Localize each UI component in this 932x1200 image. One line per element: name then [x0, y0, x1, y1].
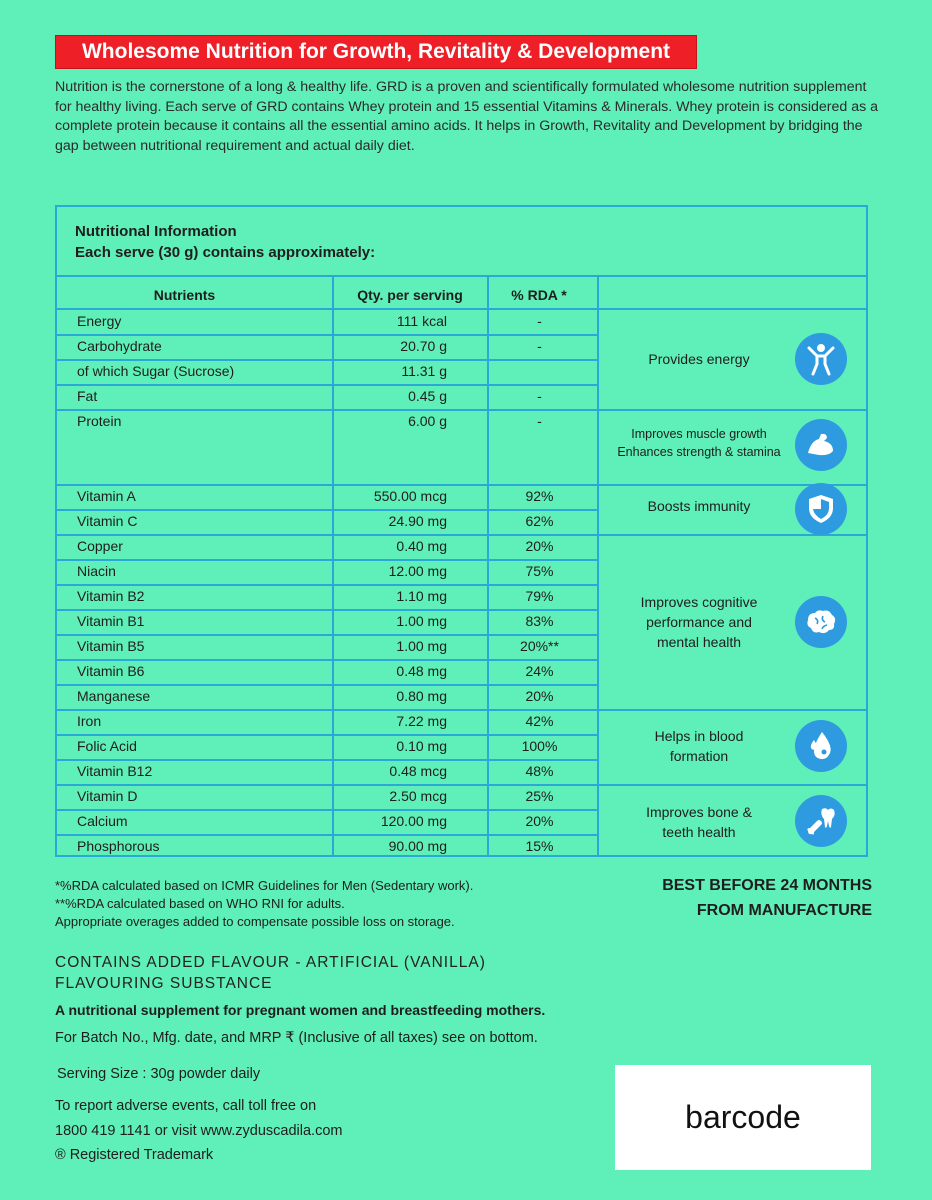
bone-tooth-icon [795, 795, 847, 847]
serving-size: Serving Size : 30g powder daily [57, 1066, 261, 1082]
nutrient-name: Vitamin C [77, 513, 138, 529]
intro-paragraph: Nutrition is the cornerstone of a long & healthy life. GRD is a proven and scientifically formulated wholesome nutrition supplement for healthy living. Each serve of GRD contains Whey protein and 15 essential Vitamins & Minerals. Whey protein is considered as a complete protein because it contains all the essential amino acids. It helps in Growth, Revitality and Development by bridging the gap between nutritional requirement and actual daily diet. [55, 79, 879, 154]
nutrient-rda: 42% [525, 713, 554, 729]
nutrient-qty: 20.70 g [400, 338, 447, 354]
benefit-cognitive [599, 592, 799, 652]
table-row [57, 409, 597, 434]
nutrient-rda: 75% [525, 563, 554, 579]
nutrient-name: Niacin [77, 563, 116, 579]
nutrient-rda: 79% [525, 588, 554, 604]
table-row [57, 784, 597, 809]
header-banner: Wholesome Nutrition for Growth, Revitality & Development [55, 35, 697, 69]
nutrient-name: Vitamin A [77, 488, 136, 504]
brain-icon [795, 596, 847, 648]
nutrient-rda: - [537, 338, 542, 354]
supplement-note: A nutritional supplement for pregnant women and breastfeeding mothers. [55, 1002, 546, 1018]
rule [57, 275, 866, 277]
nutrient-rda: 100% [521, 738, 558, 754]
table-row [57, 709, 597, 734]
nutrient-name: of which Sugar (Sucrose) [77, 363, 235, 379]
nutrient-qty: 120.00 mg [380, 813, 447, 829]
nutrient-name: Vitamin D [77, 788, 138, 804]
nutrient-qty: 2.50 mcg [389, 788, 447, 804]
table-title: Nutritional Information [75, 223, 237, 240]
table-row [57, 734, 597, 759]
flavour-statement [55, 952, 486, 994]
nutrient-qty: 1.10 mg [396, 588, 447, 604]
nutrient-rda: 48% [525, 763, 554, 779]
table-row [57, 634, 597, 659]
nutrient-name: Fat [77, 388, 98, 404]
table-row [57, 534, 597, 559]
footnote-line: Appropriate overages added to compensate possible loss on storage. [55, 914, 455, 929]
table-row [57, 659, 597, 684]
nutrient-name: Vitamin B12 [77, 763, 153, 779]
table-row [57, 384, 597, 409]
nutrient-name: Manganese [77, 688, 151, 704]
nutrient-rda: 20% [525, 538, 554, 554]
table-heading [75, 221, 375, 263]
nutrient-qty: 0.40 mg [396, 538, 447, 554]
nutrient-name: Protein [77, 413, 122, 429]
nutrient-name: Energy [77, 313, 122, 329]
table-row [57, 359, 597, 384]
nutrient-rda: 20% [525, 688, 554, 704]
nutrient-qty: 0.48 mg [396, 663, 447, 679]
nutrient-qty: 7.22 mg [396, 713, 447, 729]
report-line: To report adverse events, call toll free on [55, 1098, 317, 1114]
nutrient-rda: 24% [525, 663, 554, 679]
table-row [57, 609, 597, 634]
benefit-bone-line: teeth health [662, 824, 736, 840]
footnote-line: *%RDA calculated based on ICMR Guidelines for Men (Sedentary work). [55, 878, 474, 893]
benefit-blood [599, 726, 799, 766]
nutrient-qty: 0.10 mg [396, 738, 447, 754]
table-row [57, 759, 597, 784]
nutrient-qty: 0.80 mg [396, 688, 447, 704]
table-row [57, 584, 597, 609]
nutrient-rda: 92% [525, 488, 554, 504]
table-row [57, 684, 597, 709]
nutrient-name: Copper [77, 538, 123, 554]
nutrient-qty: 111 kcal [396, 313, 447, 329]
nutrient-rda: - [537, 388, 542, 404]
benefit-bone-line: Improves bone & [646, 804, 752, 820]
report-contact: 1800 419 1141 or visit www.zyduscadila.com [55, 1123, 343, 1139]
benefit-cognitive-line: performance and [646, 614, 752, 630]
nutrient-rda: - [537, 313, 542, 329]
table-row [57, 509, 597, 534]
shield-icon [795, 483, 847, 535]
table-row [57, 809, 597, 834]
nutrient-name: Phosphorous [77, 838, 160, 854]
nutrient-qty: 90.00 mg [388, 838, 447, 854]
table-row [57, 559, 597, 584]
header-rda: % RDA * [511, 287, 567, 303]
table-row [57, 334, 597, 359]
nutrient-rda: 20% [525, 813, 554, 829]
batch-note: For Batch No., Mfg. date, and MRP ₹ (Inclusive of all taxes) see on bottom. [55, 1030, 538, 1046]
blood-drop-icon [795, 720, 847, 772]
flavour-line: CONTAINS ADDED FLAVOUR - ARTIFICIAL (VANILLA) [55, 954, 486, 971]
nutrient-rda: 25% [525, 788, 554, 804]
nutrient-name: Vitamin B6 [77, 663, 145, 679]
benefit-bone [599, 802, 799, 842]
nutrient-qty: 0.45 g [408, 388, 447, 404]
nutrient-qty: 24.90 mg [388, 513, 447, 529]
nutrient-name: Carbohydrate [77, 338, 162, 354]
table-row [57, 834, 597, 859]
nutrient-qty: 550.00 mcg [373, 488, 447, 504]
benefit-muscle-line: Improves muscle growth [631, 427, 767, 441]
nutrient-qty: 1.00 mg [396, 613, 447, 629]
best-before-line: FROM MANUFACTURE [696, 902, 872, 919]
benefit-blood-line: Helps in blood [654, 728, 744, 744]
benefit-blood-line: formation [669, 748, 729, 764]
nutrient-qty: 1.00 mg [396, 638, 447, 654]
nutrient-name: Iron [77, 713, 102, 729]
nutrient-rda: 83% [525, 613, 554, 629]
nutrient-rda: - [537, 413, 542, 429]
header-qty: Qty. per serving [357, 287, 463, 303]
nutrient-qty: 12.00 mg [388, 563, 447, 579]
benefit-cognitive-line: Improves cognitive [640, 594, 758, 610]
table-row [57, 484, 597, 509]
person-energy-icon [795, 333, 847, 385]
muscle-arm-icon [795, 419, 847, 471]
trademark-note: ® Registered Trademark [55, 1147, 214, 1163]
benefit-muscle [599, 425, 799, 461]
barcode-placeholder: barcode [615, 1065, 871, 1170]
table-row [57, 309, 597, 334]
table-subtitle: Each serve (30 g) contains approximately: [75, 244, 376, 261]
nutrient-name: Vitamin B5 [77, 638, 145, 654]
nutrient-rda: 62% [525, 513, 554, 529]
benefit-immunity: Boosts immunity [647, 498, 751, 514]
nutrition-table [55, 205, 868, 857]
benefit-energy: Provides energy [648, 351, 750, 367]
benefit-muscle-line: Enhances strength & stamina [617, 445, 781, 459]
nutrient-rda: 20%** [520, 638, 559, 654]
flavour-line: FLAVOURING SUBSTANCE [55, 975, 273, 992]
nutrient-qty: 0.48 mcg [389, 763, 447, 779]
best-before [590, 873, 872, 923]
best-before-line: BEST BEFORE 24 MONTHS [662, 877, 872, 894]
nutrient-name: Folic Acid [77, 738, 137, 754]
footnotes [55, 877, 615, 931]
adverse-event-report [55, 1094, 342, 1144]
footnote-line: **%RDA calculated based on WHO RNI for adults. [55, 896, 345, 911]
nutrient-name: Calcium [77, 813, 128, 829]
nutrient-name: Vitamin B1 [77, 613, 145, 629]
nutrient-name: Vitamin B2 [77, 588, 145, 604]
benefit-cognitive-line: mental health [656, 634, 742, 650]
nutrient-rda: 15% [525, 838, 554, 854]
nutrient-qty: 11.31 g [401, 363, 447, 379]
header-nutrients: Nutrients [153, 287, 216, 303]
nutrient-qty: 6.00 g [408, 413, 447, 429]
